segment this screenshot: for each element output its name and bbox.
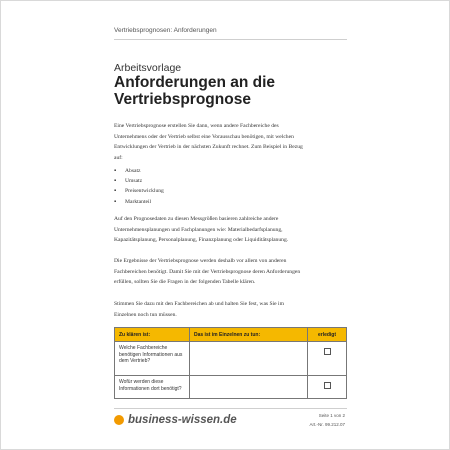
done-cell — [308, 342, 347, 376]
footer-divider — [114, 408, 347, 409]
done-checkbox[interactable] — [324, 382, 331, 389]
planning-paragraph: Auf den Prognosedaten zu diesen Messgrößen basieren zahlreiche andere Unternehmensplanungen und Fachplanungen wie: Materialbedarfsplanung, Kapazitätsplanung, Personalplanung, Finanzplanung oder Liquiditätsplanung. — [114, 216, 289, 243]
header-divider — [114, 39, 347, 40]
metrics-bullet-list — [114, 166, 164, 207]
done-checkbox[interactable] — [324, 348, 331, 355]
column-header-todo: Das ist im Einzelnen zu tun: — [190, 328, 308, 342]
done-cell — [308, 376, 347, 399]
document-kicker: Arbeitsvorlage — [114, 62, 182, 74]
logo-text: business-wissen.de — [128, 414, 237, 426]
logo-dot-icon — [114, 415, 124, 425]
requirements-table — [114, 327, 347, 399]
brand-logo — [114, 414, 237, 426]
intro-paragraph: Eine Vertriebsprognose erstellen Sie dann, wenn andere Fachbereiche des Unternehmens oder der Vertrieb selbst eine Vorausschau benötigen, mit welchen Entwicklungen der Vertrieb in der nächsten Zukunft rechnet. Zum Beispiel in Bezug auf: — [114, 123, 303, 161]
todo-cell[interactable] — [190, 376, 308, 399]
results-paragraph: Die Ergebnisse der Vertriebsprognose werden deshalb vor allem von anderen Fachbereichen benötigt. Damit Sie mit der Vertriebsprognose deren Anforderungen erfüllen, sollten Sie die Fragen in der folgenden Tabelle klären. — [114, 258, 301, 285]
question-cell: Welche Fachbereiche benötigen Informationen aus dem Vertrieb? — [115, 342, 190, 376]
instruction-paragraph: Stimmen Sie dazu mit den Fachbereichen ab und halten Sie fest, was Sie im Einzelnen noch tun müssen. — [114, 301, 284, 318]
question-cell: Wofür werden diese Informationen dort benötigt? — [115, 376, 190, 399]
bullet-item: ▪ Marktanteil — [114, 197, 164, 207]
running-head: Vertriebsprognosen: Anforderungen — [114, 27, 217, 34]
column-header-done: erledigt — [308, 328, 347, 342]
table-header-row — [115, 328, 347, 342]
article-number: Art.-Nr. 99.212.07 — [309, 422, 345, 427]
document-title: Anforderungen an die Vertriebsprognose — [114, 74, 276, 108]
todo-cell[interactable] — [190, 342, 308, 376]
page-number: Seite 1 von 2 — [318, 413, 345, 418]
table-row — [115, 342, 347, 376]
bullet-item: ▪ Preisentwicklung — [114, 186, 164, 196]
column-header-question: Zu klären ist: — [115, 328, 190, 342]
bullet-item: ▪ Absatz — [114, 166, 164, 176]
table-row — [115, 376, 347, 399]
bullet-item: ▪ Umsatz — [114, 176, 164, 186]
